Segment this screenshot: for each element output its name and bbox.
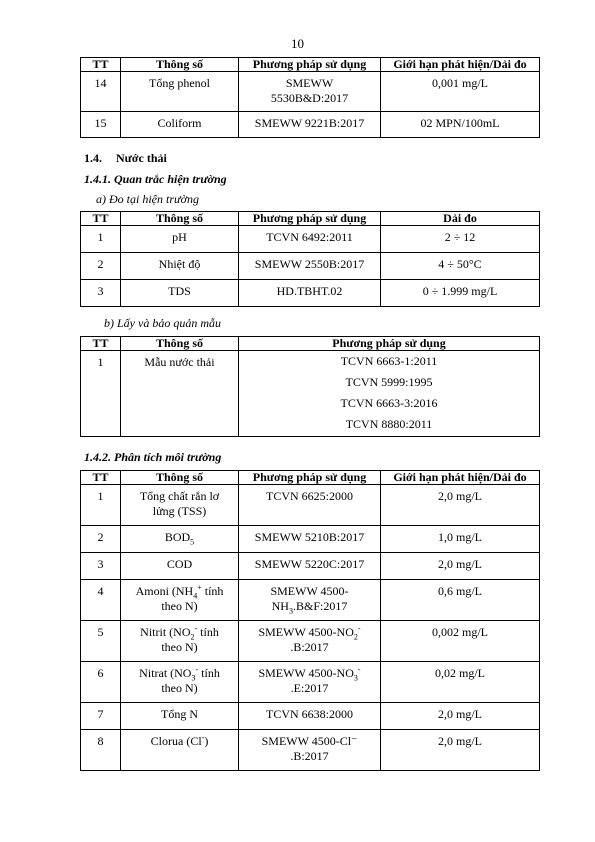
row-method: TCVN 6492:2011 bbox=[239, 226, 381, 253]
header-limit: Giới hạn phát hiện/Dải đo bbox=[381, 58, 540, 72]
row-tt: 4 bbox=[81, 580, 121, 621]
row-method: TCVN 6625:2000 bbox=[239, 485, 381, 526]
subheading-b: b) Lấy và bảo quản mẫu bbox=[104, 316, 221, 330]
row-parameter: Clorua (Cl-) bbox=[121, 730, 239, 771]
row-parameter: Tổng chất rắn lơ lửng (TSS) bbox=[121, 485, 239, 526]
row-tt: 1 bbox=[81, 226, 121, 253]
row-range: 0 ÷ 1.999 mg/L bbox=[381, 280, 540, 307]
row-limit: 2,0 mg/L bbox=[381, 703, 540, 730]
header-parameter: Thông số bbox=[121, 337, 239, 351]
table-sampling bbox=[80, 336, 540, 437]
row-tt: 2 bbox=[81, 526, 121, 553]
row-tt: 6 bbox=[81, 662, 121, 703]
row-limit: 0,002 mg/L bbox=[381, 621, 540, 662]
table-header-row bbox=[81, 58, 540, 72]
row-tt: 3 bbox=[81, 280, 121, 307]
header-tt: TT bbox=[81, 58, 121, 72]
method-item: TCVN 5999:1995 bbox=[345, 375, 433, 389]
header-parameter: Thông số bbox=[121, 471, 239, 485]
header-method: Phương pháp sử dụng bbox=[239, 212, 381, 226]
table-header-row bbox=[81, 212, 540, 226]
section-heading-1-4: 1.4. Nước thải bbox=[84, 151, 167, 165]
row-tt: 8 bbox=[81, 730, 121, 771]
table-header-row bbox=[81, 337, 540, 351]
row-method: SMEWW 9221B:2017 bbox=[239, 112, 381, 138]
row-parameter: Amoni ($NH_4^+$ tính theo N) bbox=[121, 580, 239, 621]
table-row bbox=[81, 72, 540, 112]
table-row bbox=[81, 621, 540, 662]
table-analysis bbox=[80, 470, 540, 771]
row-method: TCVN 6638:2000 bbox=[239, 703, 381, 730]
header-limit: Giới hạn phát hiện/Dải đo bbox=[381, 471, 540, 485]
section-heading-1-4-2: 1.4.2. Phân tích môi trường bbox=[84, 450, 222, 464]
row-parameter: TDS bbox=[121, 280, 239, 307]
table-row bbox=[81, 280, 540, 307]
header-tt: TT bbox=[81, 337, 121, 351]
header-parameter: Thông số bbox=[121, 58, 239, 72]
header-tt: TT bbox=[81, 471, 121, 485]
table-row bbox=[81, 580, 540, 621]
table-row bbox=[81, 226, 540, 253]
row-method: SMEWW 4500-Cl⁻ .B:2017 bbox=[239, 730, 381, 771]
row-limit: 02 MPN/100mL bbox=[381, 112, 540, 138]
row-tt: 1 bbox=[81, 485, 121, 526]
row-method: SMEWW 5530B&D:2017 bbox=[239, 72, 381, 112]
row-limit: 0,6 mg/L bbox=[381, 580, 540, 621]
table-row bbox=[81, 662, 540, 703]
row-tt: 2 bbox=[81, 253, 121, 280]
table-row bbox=[81, 112, 540, 138]
table-row bbox=[81, 485, 540, 526]
row-method: SMEWW 2550B:2017 bbox=[239, 253, 381, 280]
row-limit: 1,0 mg/L bbox=[381, 526, 540, 553]
method-item: TCVN 6663-1:2011 bbox=[340, 354, 438, 368]
table-row bbox=[81, 253, 540, 280]
table-row bbox=[81, 553, 540, 580]
header-tt: TT bbox=[81, 212, 121, 226]
table-row bbox=[81, 730, 540, 771]
row-tt: 5 bbox=[81, 621, 121, 662]
row-range: 4 ÷ 50°C bbox=[381, 253, 540, 280]
table-row bbox=[81, 351, 540, 437]
header-method: Phương pháp sử dụng bbox=[239, 58, 381, 72]
table-header-row bbox=[81, 471, 540, 485]
row-method: SMEWW 5210B:2017 bbox=[239, 526, 381, 553]
row-method: SMEWW 4500- $NH_3.B\&F:2017$ bbox=[239, 580, 381, 621]
row-range: 2 ÷ 12 bbox=[381, 226, 540, 253]
row-limit: 2,0 mg/L bbox=[381, 730, 540, 771]
row-limit: 0,02 mg/L bbox=[381, 662, 540, 703]
row-tt: 14 bbox=[81, 72, 121, 112]
row-parameter: Coliform bbox=[121, 112, 239, 138]
row-limit: 2,0 mg/L bbox=[381, 485, 540, 526]
table-row bbox=[81, 526, 540, 553]
table-row bbox=[81, 703, 540, 730]
row-tt: 7 bbox=[81, 703, 121, 730]
header-range: Dải đo bbox=[381, 212, 540, 226]
header-method: Phương pháp sử dụng bbox=[239, 471, 381, 485]
row-tt: 1 bbox=[81, 351, 121, 437]
subheading-a: a) Đo tại hiện trường bbox=[96, 192, 199, 206]
row-method: SMEWW 5220C:2017 bbox=[239, 553, 381, 580]
row-parameter: Nitrat ($NO_3^-$ tính theo N) bbox=[121, 662, 239, 703]
row-method: SMEWW $4500-NO_3^-$ .E:2017 bbox=[239, 662, 381, 703]
row-parameter: $BOD_5$ bbox=[121, 526, 239, 553]
row-parameter: COD bbox=[121, 553, 239, 580]
row-method: SMEWW $4500-NO_2^-$ .B:2017 bbox=[239, 621, 381, 662]
header-method: Phương pháp sử dụng bbox=[239, 337, 540, 351]
method-item: TCVN 8880:2011 bbox=[345, 417, 433, 431]
row-tt: 3 bbox=[81, 553, 121, 580]
row-method: HD.TBHT.02 bbox=[239, 280, 381, 307]
section-heading-1-4-1: 1.4.1. Quan trắc hiện trường bbox=[84, 172, 227, 186]
row-tt: 15 bbox=[81, 112, 121, 138]
row-parameter: Tổng N bbox=[121, 703, 239, 730]
table-field-measurement bbox=[80, 211, 540, 307]
row-limit: 0,001 mg/L bbox=[381, 72, 540, 112]
row-limit: 2,0 mg/L bbox=[381, 553, 540, 580]
row-parameter: Nhiệt độ bbox=[121, 253, 239, 280]
method-item: TCVN 6663-3:2016 bbox=[340, 396, 438, 410]
row-parameter: Tổng phenol bbox=[121, 72, 239, 112]
page-number: 10 bbox=[291, 36, 304, 51]
row-methods bbox=[239, 351, 540, 437]
header-parameter: Thông số bbox=[121, 212, 239, 226]
row-parameter: pH bbox=[121, 226, 239, 253]
table-water-continued bbox=[80, 57, 540, 138]
row-parameter: Nitrit ($NO_2^-$ tính theo N) bbox=[121, 621, 239, 662]
row-parameter: Mẫu nước thải bbox=[121, 351, 239, 437]
